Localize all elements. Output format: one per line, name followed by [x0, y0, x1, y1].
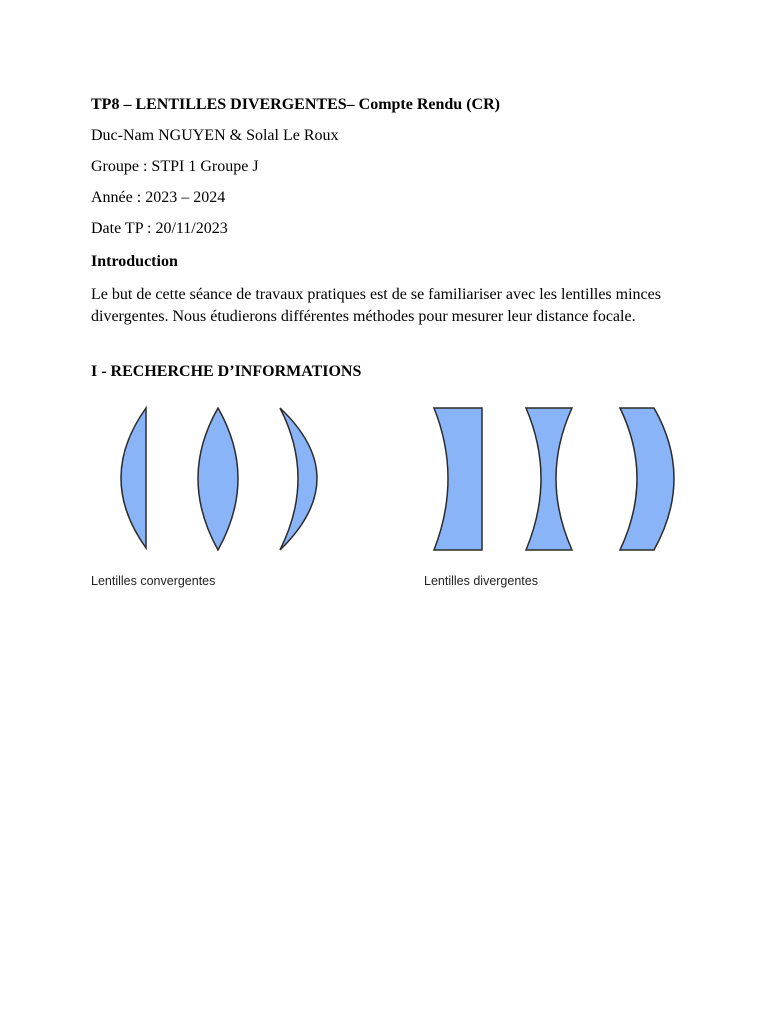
lens-diagram: [90, 400, 690, 560]
caption-convergent-lenses: Lentilles convergentes: [91, 574, 216, 588]
lens-figure: [90, 400, 690, 560]
year-line: Année : 2023 – 2024: [91, 189, 226, 206]
date-line: Date TP : 20/11/2023: [91, 220, 228, 237]
caption-divergent-lenses: Lentilles divergentes: [424, 574, 538, 588]
plano-convex-lens: [121, 408, 146, 548]
plano-concave-lens: [434, 408, 482, 550]
biconvex-lens: [198, 408, 238, 550]
introduction-paragraph: Le but de cette séance de travaux pratiques est de se familiariser avec les lentilles minces divergentes. Nous étudierons différentes méthodes pour mesurer leur distance focale.: [91, 286, 661, 325]
group-line: Groupe : STPI 1 Groupe J: [91, 158, 259, 175]
meniscus-convergent-lens: [280, 408, 317, 550]
introduction-heading: Introduction: [91, 253, 178, 270]
authors-line: Duc-Nam NGUYEN & Solal Le Roux: [91, 127, 339, 144]
meniscus-divergent-lens: [620, 408, 674, 550]
biconcave-lens: [526, 408, 572, 550]
document-title: TP8 – LENTILLES DIVERGENTES– Compte Rendu (CR): [91, 96, 500, 113]
section-heading-recherche: I - RECHERCHE D’INFORMATIONS: [91, 363, 362, 380]
